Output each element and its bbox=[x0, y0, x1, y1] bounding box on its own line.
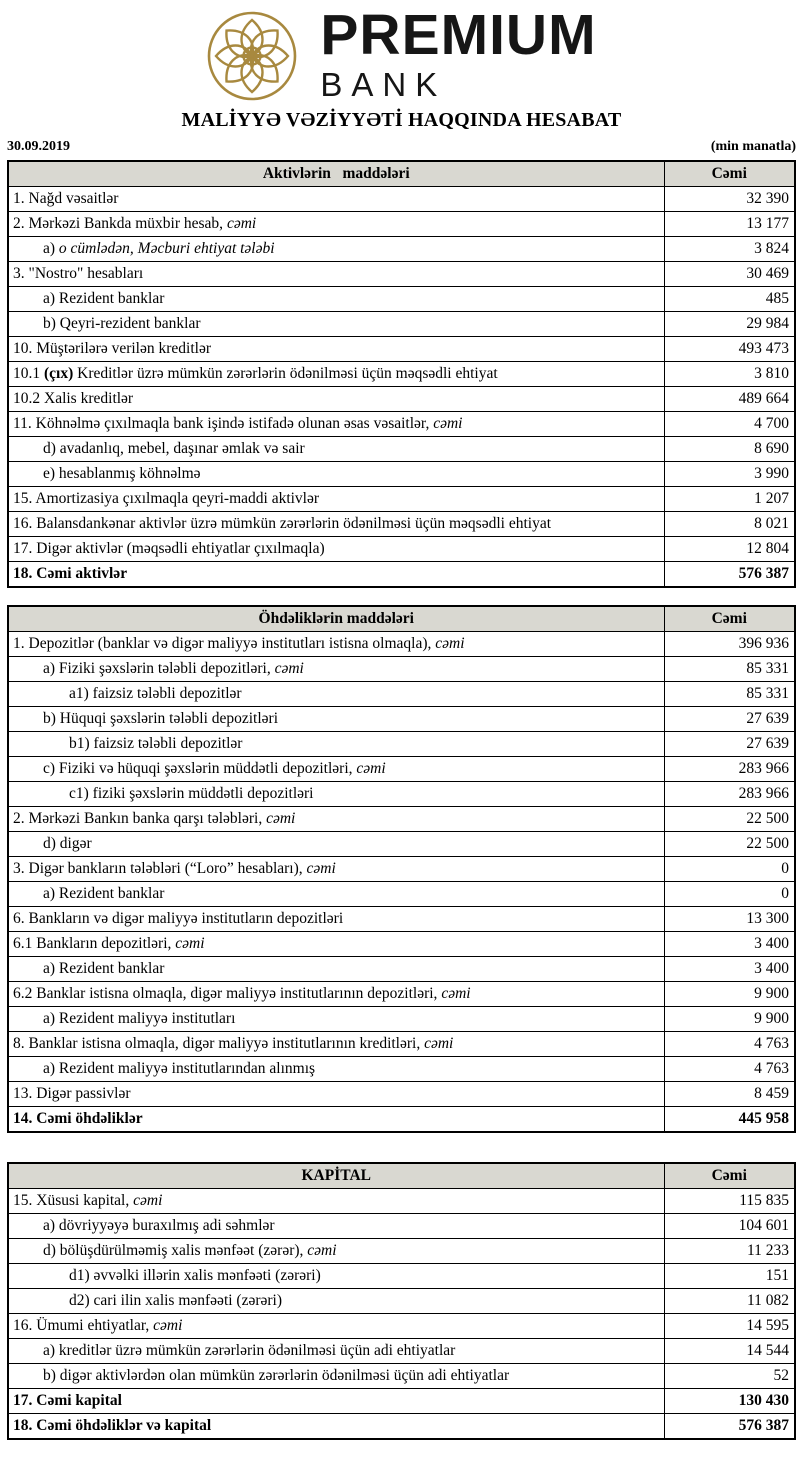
table-row bbox=[8, 757, 795, 782]
row-value: 13 300 bbox=[664, 907, 795, 932]
total-column-header: Cəmi bbox=[664, 161, 795, 187]
row-value: 104 601 bbox=[664, 1214, 795, 1239]
table-row bbox=[8, 657, 795, 682]
row-value: 32 390 bbox=[664, 187, 795, 212]
row-label: c) Fiziki və hüquqi şəxslərin müddətli depozitləri, cəmi bbox=[8, 757, 664, 782]
total-column-header: Cəmi bbox=[664, 606, 795, 632]
row-label: 18. Cəmi aktivlər bbox=[8, 562, 664, 588]
capital-table bbox=[7, 1162, 796, 1440]
row-label: 1. Depozitlər (banklar və digər maliyyə institutları istisna olmaqla), cəmi bbox=[8, 632, 664, 657]
row-label: a) Rezident maliyyə institutlarından alınmış bbox=[8, 1057, 664, 1082]
table-row bbox=[8, 1007, 795, 1032]
table-title: Öhdəliklərin maddələri bbox=[8, 606, 664, 632]
row-value: 1 207 bbox=[664, 487, 795, 512]
row-label: 2. Mərkəzi Bankda müxbir hesab, cəmi bbox=[8, 212, 664, 237]
table-row bbox=[8, 437, 795, 462]
row-value: 9 900 bbox=[664, 1007, 795, 1032]
row-label: a) Rezident maliyyə institutları bbox=[8, 1007, 664, 1032]
table-row bbox=[8, 287, 795, 312]
table-row bbox=[8, 312, 795, 337]
report-meta-row bbox=[7, 139, 796, 155]
row-label: 15. Xüsusi kapital, cəmi bbox=[8, 1189, 664, 1214]
row-value: 3 990 bbox=[664, 462, 795, 487]
row-label: d) bölüşdürülməmiş xalis mənfəət (zərər), cəmi bbox=[8, 1239, 664, 1264]
row-value: 4 763 bbox=[664, 1032, 795, 1057]
table-row bbox=[8, 262, 795, 287]
table-row bbox=[8, 462, 795, 487]
row-value: 11 233 bbox=[664, 1239, 795, 1264]
assets-table bbox=[7, 160, 796, 588]
table-row bbox=[8, 337, 795, 362]
table-title: KAPİTAL bbox=[8, 1163, 664, 1189]
brand-subname: BANK bbox=[320, 65, 447, 103]
total-column-header: Cəmi bbox=[664, 1163, 795, 1189]
row-label: d2) cari ilin xalis mənfəəti (zərəri) bbox=[8, 1289, 664, 1314]
table-row bbox=[8, 562, 795, 588]
row-label: 3. "Nostro" hesabları bbox=[8, 262, 664, 287]
table-row bbox=[8, 1289, 795, 1314]
row-label: a) Fiziki şəxslərin tələbli depozitləri, cəmi bbox=[8, 657, 664, 682]
table-row bbox=[8, 512, 795, 537]
table-row bbox=[8, 237, 795, 262]
row-label: 3. Digər bankların tələbləri (“Loro” hesabları), cəmi bbox=[8, 857, 664, 882]
table-row bbox=[8, 632, 795, 657]
row-label: 17. Digər aktivlər (məqsədli ehtiyatlar çıxılmaqla) bbox=[8, 537, 664, 562]
table-row bbox=[8, 832, 795, 857]
premium-bank-knot-logo-icon bbox=[206, 10, 298, 102]
table-row bbox=[8, 957, 795, 982]
row-value: 283 966 bbox=[664, 757, 795, 782]
row-value: 11 082 bbox=[664, 1289, 795, 1314]
brand-name: PREMIUM bbox=[320, 3, 597, 68]
row-label: e) hesablanmış köhnəlmə bbox=[8, 462, 664, 487]
table-row bbox=[8, 782, 795, 807]
table-row bbox=[8, 807, 795, 832]
row-label: a) o cümlədən, Məcburi ehtiyat tələbi bbox=[8, 237, 664, 262]
row-value: 13 177 bbox=[664, 212, 795, 237]
row-label: d) digər bbox=[8, 832, 664, 857]
row-value: 151 bbox=[664, 1264, 795, 1289]
row-value: 85 331 bbox=[664, 682, 795, 707]
row-value: 493 473 bbox=[664, 337, 795, 362]
report-date: 30.09.2019 bbox=[7, 139, 70, 154]
table-row bbox=[8, 1314, 795, 1339]
table-row bbox=[8, 1389, 795, 1414]
table-row bbox=[8, 982, 795, 1007]
row-value: 3 400 bbox=[664, 932, 795, 957]
table-row bbox=[8, 412, 795, 437]
row-label: a) Rezident banklar bbox=[8, 957, 664, 982]
row-value: 0 bbox=[664, 882, 795, 907]
row-value: 29 984 bbox=[664, 312, 795, 337]
row-value: 27 639 bbox=[664, 707, 795, 732]
bank-header bbox=[7, 3, 796, 104]
row-label: 11. Köhnəlmə çıxılmaqla bank işində istifadə olunan əsas vəsaitlər, cəmi bbox=[8, 412, 664, 437]
row-value: 485 bbox=[664, 287, 795, 312]
row-value: 576 387 bbox=[664, 562, 795, 588]
row-value: 576 387 bbox=[664, 1414, 795, 1440]
table-row bbox=[8, 932, 795, 957]
row-label: 2. Mərkəzi Bankın banka qarşı tələbləri, cəmi bbox=[8, 807, 664, 832]
row-label: 6. Bankların və digər maliyyə institutların depozitləri bbox=[8, 907, 664, 932]
table-row bbox=[8, 907, 795, 932]
row-value: 489 664 bbox=[664, 387, 795, 412]
row-label: a) dövriyyəyə buraxılmış adi səhmlər bbox=[8, 1214, 664, 1239]
table-row bbox=[8, 1107, 795, 1133]
row-value: 12 804 bbox=[664, 537, 795, 562]
row-value: 8 021 bbox=[664, 512, 795, 537]
table-row bbox=[8, 1239, 795, 1264]
table-row bbox=[8, 732, 795, 757]
table-header-row bbox=[8, 606, 795, 632]
row-value: 115 835 bbox=[664, 1189, 795, 1214]
row-value: 130 430 bbox=[664, 1389, 795, 1414]
table-row bbox=[8, 187, 795, 212]
table-row bbox=[8, 487, 795, 512]
table-row bbox=[8, 682, 795, 707]
row-value: 14 544 bbox=[664, 1339, 795, 1364]
row-label: a) Rezident banklar bbox=[8, 287, 664, 312]
row-label: 10. Müştərilərə verilən kreditlər bbox=[8, 337, 664, 362]
unit-note: (min manatla) bbox=[710, 139, 796, 154]
table-row bbox=[8, 1414, 795, 1440]
table-row bbox=[8, 882, 795, 907]
row-label: 16. Balansdankənar aktivlər üzrə mümkün zərərlərin ödənilməsi üçün məqsədli ehtiyat bbox=[8, 512, 664, 537]
row-value: 52 bbox=[664, 1364, 795, 1389]
row-value: 3 400 bbox=[664, 957, 795, 982]
row-value: 3 824 bbox=[664, 237, 795, 262]
row-label: a1) faizsiz tələbli depozitlər bbox=[8, 682, 664, 707]
row-value: 396 936 bbox=[664, 632, 795, 657]
table-header-row bbox=[8, 161, 795, 187]
row-value: 8 459 bbox=[664, 1082, 795, 1107]
row-value: 85 331 bbox=[664, 657, 795, 682]
table-row bbox=[8, 1264, 795, 1289]
table-row bbox=[8, 1364, 795, 1389]
row-label: 13. Digər passivlər bbox=[8, 1082, 664, 1107]
row-label: 6.1 Bankların depozitləri, cəmi bbox=[8, 932, 664, 957]
row-label: b) Hüquqi şəxslərin tələbli depozitləri bbox=[8, 707, 664, 732]
row-value: 4 700 bbox=[664, 412, 795, 437]
row-value: 283 966 bbox=[664, 782, 795, 807]
tables-container bbox=[7, 160, 796, 1440]
row-value: 0 bbox=[664, 857, 795, 882]
row-label: 16. Ümumi ehtiyatlar, cəmi bbox=[8, 1314, 664, 1339]
brand-wordmark bbox=[320, 3, 597, 103]
row-value: 8 690 bbox=[664, 437, 795, 462]
row-label: c1) fiziki şəxslərin müddətli depozitləri bbox=[8, 782, 664, 807]
row-label: 6.2 Banklar istisna olmaqla, digər maliyyə institutlarının depozitləri, cəmi bbox=[8, 982, 664, 1007]
table-row bbox=[8, 1057, 795, 1082]
table-row bbox=[8, 362, 795, 387]
table-title: Aktivlərin maddələri bbox=[8, 161, 664, 187]
row-value: 22 500 bbox=[664, 807, 795, 832]
row-value: 30 469 bbox=[664, 262, 795, 287]
row-value: 22 500 bbox=[664, 832, 795, 857]
row-label: b) Qeyri-rezident banklar bbox=[8, 312, 664, 337]
table-row bbox=[8, 1189, 795, 1214]
table-row bbox=[8, 1214, 795, 1239]
row-label: 8. Banklar istisna olmaqla, digər maliyyə institutlarının kreditləri, cəmi bbox=[8, 1032, 664, 1057]
table-row bbox=[8, 387, 795, 412]
row-label: b1) faizsiz tələbli depozitlər bbox=[8, 732, 664, 757]
row-value: 445 958 bbox=[664, 1107, 795, 1133]
row-label: d1) əvvəlki illərin xalis mənfəəti (zərəri) bbox=[8, 1264, 664, 1289]
report-title: MALİYYƏ VƏZİYYƏTİ HAQQINDA HESABAT bbox=[181, 109, 622, 131]
row-label: 14. Cəmi öhdəliklər bbox=[8, 1107, 664, 1133]
row-label: 1. Nağd vəsaitlər bbox=[8, 187, 664, 212]
row-label: a) kreditlər üzrə mümkün zərərlərin ödənilməsi üçün adi ehtiyatlar bbox=[8, 1339, 664, 1364]
table-row bbox=[8, 1339, 795, 1364]
table-row bbox=[8, 1032, 795, 1057]
row-value: 4 763 bbox=[664, 1057, 795, 1082]
row-label: d) avadanlıq, mebel, daşınar əmlak və sair bbox=[8, 437, 664, 462]
row-label: 15. Amortizasiya çıxılmaqla qeyri-maddi aktivlər bbox=[8, 487, 664, 512]
table-row bbox=[8, 857, 795, 882]
row-value: 3 810 bbox=[664, 362, 795, 387]
row-value: 9 900 bbox=[664, 982, 795, 1007]
row-label: a) Rezident banklar bbox=[8, 882, 664, 907]
table-row bbox=[8, 707, 795, 732]
row-label: 10.2 Xalis kreditlər bbox=[8, 387, 664, 412]
liabilities-table bbox=[7, 605, 796, 1133]
table-row bbox=[8, 212, 795, 237]
row-label: b) digər aktivlərdən olan mümkün zərərlərin ödənilməsi üçün adi ehtiyatlar bbox=[8, 1364, 664, 1389]
row-label: 18. Cəmi öhdəliklər və kapital bbox=[8, 1414, 664, 1440]
row-label: 17. Cəmi kapital bbox=[8, 1389, 664, 1414]
row-value: 27 639 bbox=[664, 732, 795, 757]
row-value: 14 595 bbox=[664, 1314, 795, 1339]
table-row bbox=[8, 537, 795, 562]
row-label: 10.1 (çıx) Kreditlər üzrə mümkün zərərlərin ödənilməsi üçün məqsədli ehtiyat bbox=[8, 362, 664, 387]
table-row bbox=[8, 1082, 795, 1107]
table-header-row bbox=[8, 1163, 795, 1189]
